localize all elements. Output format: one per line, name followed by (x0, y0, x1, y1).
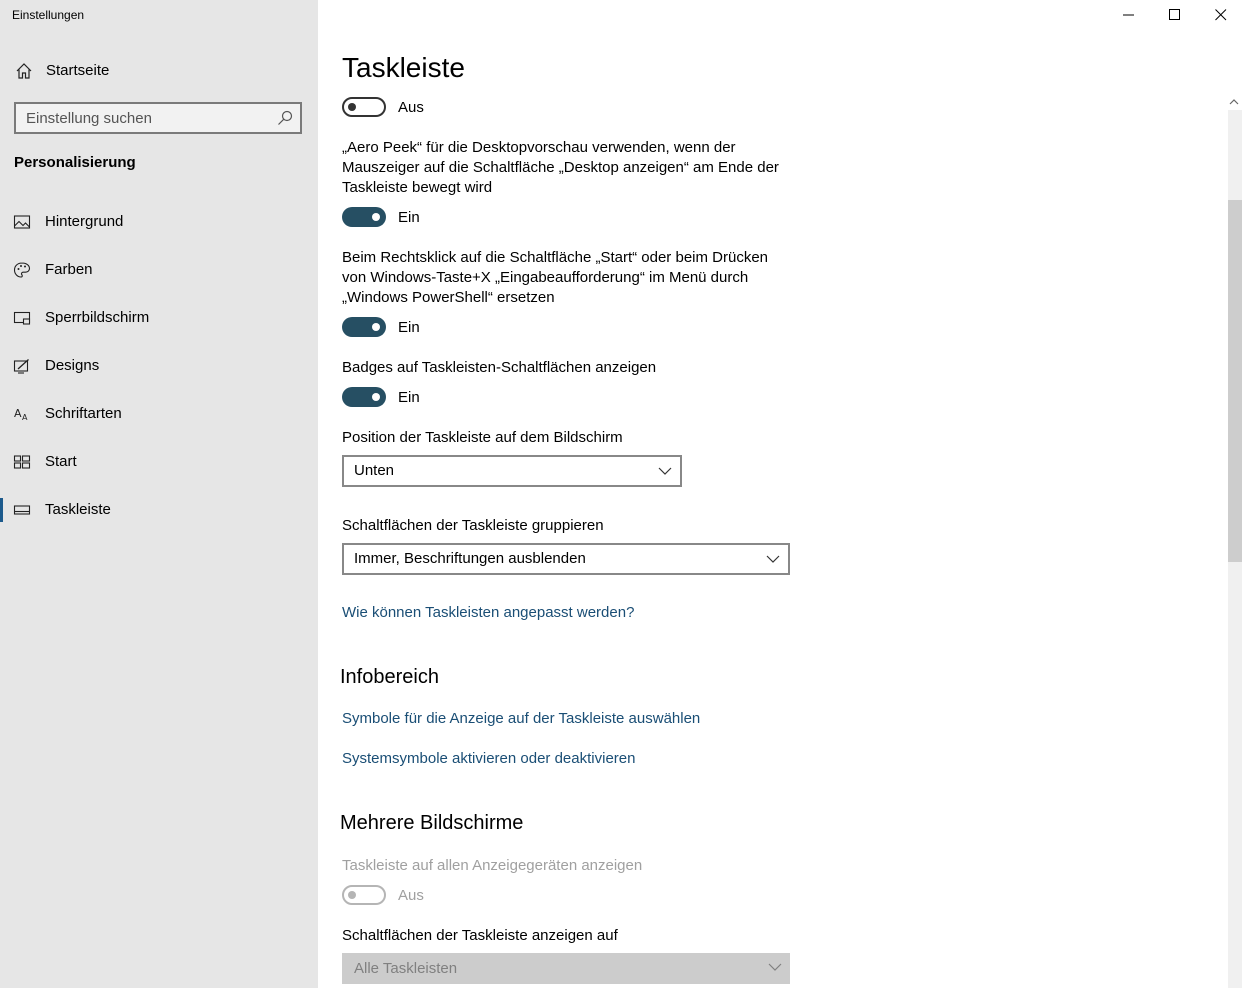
picture-icon (13, 213, 31, 231)
toggle-knob (372, 213, 380, 221)
badges-toggle[interactable] (342, 387, 386, 407)
powershell-toggle[interactable] (342, 317, 386, 337)
buttons-on-value: Alle Taskleisten (354, 960, 458, 977)
position-label: Position der Taskleiste auf dem Bildschirm (342, 429, 623, 446)
top-toggle[interactable] (342, 97, 386, 117)
sidebar-item-taskleiste[interactable] (0, 490, 318, 530)
home-label: Startseite (46, 62, 110, 79)
home-icon (15, 62, 33, 80)
infobereich-heading: Infobereich (340, 666, 439, 688)
multi-display-heading: Mehrere Bildschirme (340, 812, 524, 834)
toggle-knob (348, 103, 356, 111)
group-dropdown[interactable] (342, 543, 790, 575)
close-button[interactable] (1198, 0, 1244, 30)
buttons-on-dropdown[interactable] (342, 953, 790, 984)
maximize-icon (1169, 9, 1181, 21)
sidebar-item-label: Sperrbildschirm (45, 309, 150, 326)
scrollbar-thumb[interactable] (1228, 200, 1242, 562)
taskbar-icon (13, 501, 31, 519)
buttons-on-label: Schaltflächen der Taskleiste anzeigen auf (342, 927, 618, 944)
sidebar-item-label: Taskleiste (45, 501, 111, 518)
page-title: Taskleiste (342, 52, 465, 83)
sidebar-item-label: Farben (45, 261, 93, 278)
help-link[interactable]: Wie können Taskleisten angepasst werden? (342, 604, 635, 621)
powershell-label: Beim Rechtsklick auf die Schaltfläche „Start“ oder beim Drücken von Windows-Taste+X „Eingabeaufforderung“ im Menü durch „Windows PowerShell“ ersetzen (342, 249, 769, 306)
main-content (318, 0, 1244, 988)
svg-text:A: A (22, 413, 28, 422)
system-icons-link[interactable]: Systemsymbole aktivieren oder deaktivieren (342, 750, 636, 767)
chevron-down-icon (766, 554, 780, 564)
designs-icon (13, 357, 31, 375)
palette-icon (13, 261, 31, 279)
group-value: Immer, Beschriftungen ausblenden (354, 550, 586, 567)
aero-peek-toggle[interactable] (342, 207, 386, 227)
home-nav-item[interactable] (0, 54, 318, 88)
fonts-icon (13, 405, 31, 423)
aero-peek-label: „Aero Peek“ für die Desktopvorschau verwenden, wenn der Mauszeiger auf die Schaltfläche „Desktop anzeigen“ am Ende der Taskleiste bewegt wird (342, 139, 779, 196)
sidebar-item-start[interactable] (0, 442, 318, 482)
maximize-button[interactable] (1152, 0, 1198, 30)
minimize-button[interactable] (1106, 0, 1152, 30)
app-title: Einstellungen (12, 8, 85, 22)
show-all-displays-toggle[interactable] (342, 885, 386, 905)
toggle-knob (348, 891, 356, 899)
show-all-displays-label: Taskleiste auf allen Anzeigegeräten anzeigen (342, 857, 643, 874)
aero-peek-state: Ein (398, 209, 420, 226)
top-toggle-state: Aus (398, 99, 424, 116)
sidebar-item-designs[interactable] (0, 346, 318, 386)
section-heading: Personalisierung (14, 154, 136, 171)
chevron-down-icon (658, 466, 672, 476)
position-value: Unten (354, 462, 395, 479)
sidebar-item-sperrbildschirm[interactable] (0, 298, 318, 338)
sidebar-item-label: Start (45, 453, 77, 470)
position-dropdown[interactable] (342, 455, 682, 487)
toggle-knob (372, 393, 380, 401)
search-input[interactable] (26, 108, 266, 128)
sidebar-item-hintergrund[interactable] (0, 202, 318, 242)
badges-state: Ein (398, 389, 420, 406)
group-label: Schaltflächen der Taskleiste gruppieren (342, 517, 604, 534)
scroll-up-icon[interactable] (1227, 95, 1241, 109)
lock-screen-icon (13, 309, 31, 327)
chevron-down-icon (768, 962, 782, 972)
svg-text:A: A (14, 407, 22, 420)
close-icon (1215, 9, 1227, 21)
badges-label: Badges auf Taskleisten-Schaltflächen anzeigen (342, 359, 657, 376)
toggle-knob (372, 323, 380, 331)
minimize-icon (1123, 9, 1135, 21)
show-all-displays-state: Aus (398, 887, 424, 904)
search-icon[interactable] (277, 110, 293, 126)
start-icon (13, 453, 31, 471)
sidebar-item-label: Hintergrund (45, 213, 124, 230)
sidebar-item-label: Schriftarten (45, 405, 122, 422)
search-box[interactable] (14, 102, 302, 134)
notification-icons-link[interactable]: Symbole für die Anzeige auf der Taskleiste auswählen (342, 710, 701, 727)
sidebar-item-label: Designs (45, 357, 100, 374)
sidebar-item-farben[interactable] (0, 250, 318, 290)
sidebar-item-schriftarten[interactable] (0, 394, 318, 434)
sidebar (0, 0, 318, 988)
powershell-state: Ein (398, 319, 420, 336)
